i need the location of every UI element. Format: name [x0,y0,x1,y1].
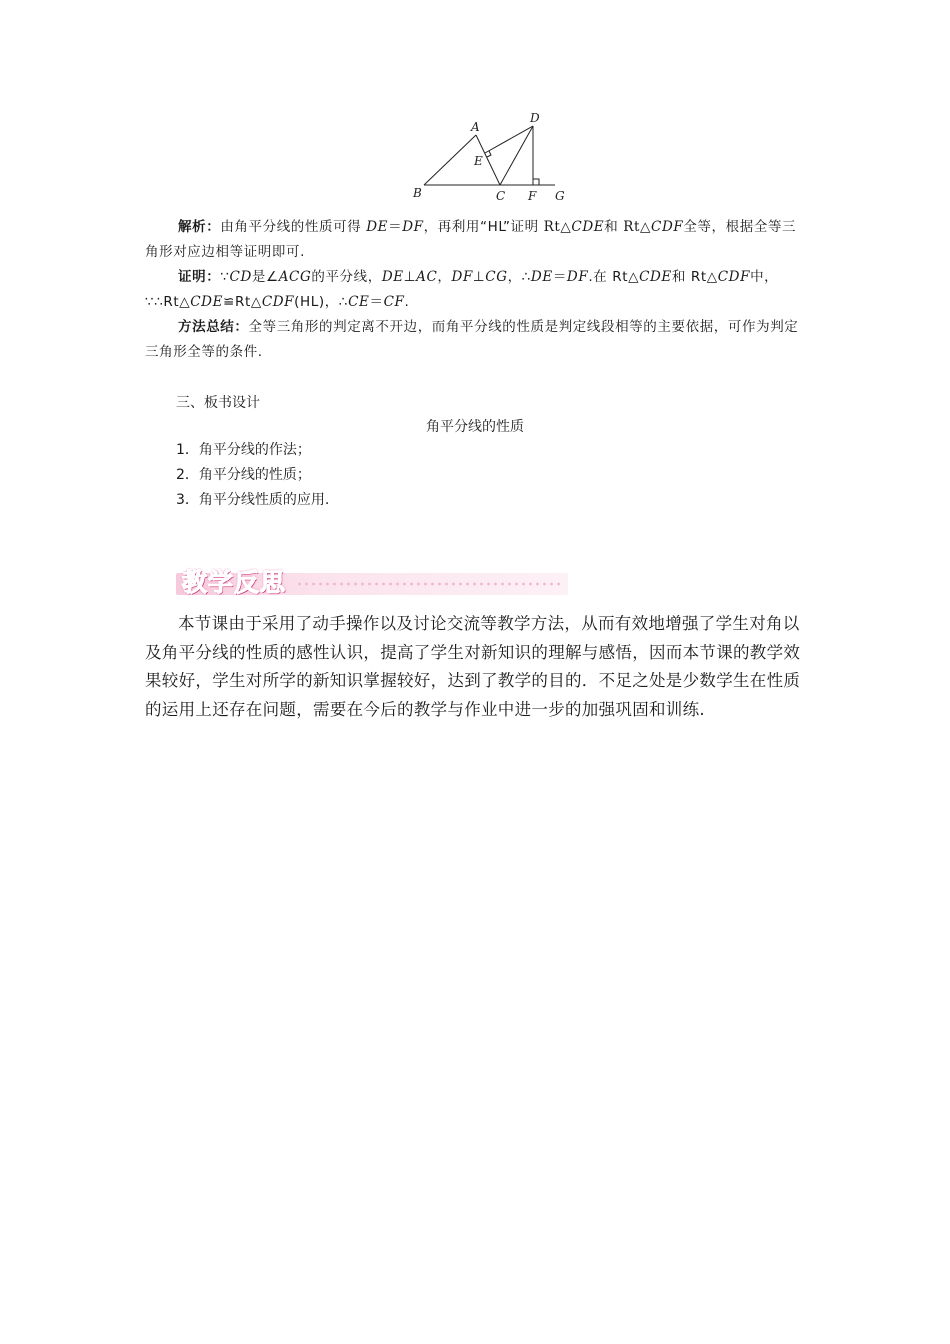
label-d: D [530,111,540,125]
section-heading: 三、板书设计 [176,395,260,411]
geometry-figure [410,108,580,208]
label-b: B [413,186,422,200]
triangle-diagram [410,108,580,208]
teaching-reflection-banner [176,563,568,597]
right-angle-mark-f [533,179,539,185]
summary-lead: 方法总结： [178,319,249,335]
board-title: 角平分线的性质 [426,419,524,435]
board-item: 2．角平分线的性质； [176,467,311,483]
segment-ab [424,135,476,185]
analysis-paragraph: 解析：由角平分线的性质可得 DE＝DF，再利用“HL”证明 Rt△CDE和 Rt△CDF全等，根据全等三角形对应边相等证明即可. [145,219,797,260]
banner-title: 教学反思 [182,568,287,597]
board-item: 1．角平分线的作法； [176,442,311,458]
reflection-paragraph: 本节课由于采用了动手操作以及讨论交流等教学方法，从而有效地增强了学生对角以及角平分线的性质的感性认识，提高了学生对新知识的理解与感悟，因而本节课的教学效果较好，学生对所学的新知识掌握较好，达到了教学的目的．不足之处是少数学生在性质的运用上还存在问题，需要在今后的教学与作业中进一步的加强巩固和训练. [145,614,801,719]
board-item: 3．角平分线性质的应用. [176,492,330,508]
label-g: G [555,189,565,203]
method-summary-paragraph [145,315,805,365]
label-e: E [474,154,483,168]
label-c: C [496,189,506,203]
proof-paragraph: 证明：∵CD是∠ACG的平分线，DE⊥AC，DF⊥CG，∴DE＝DF.在 Rt△CDE和 Rt△CDF中， [178,269,779,285]
proof-conclusion: ∵∴Rt△CDE≌Rt△CDF(HL)，∴CE＝CF. [145,294,410,310]
label-a: A [471,120,480,134]
summary-text: 全等三角形的判定离不开边，而角平分线的性质是判定线段相等的主要依据，可作为判定三角形全等的条件. [145,319,799,360]
label-f: F [528,189,537,203]
proof-lead: 证明： [178,269,221,285]
analysis-lead: 解析： [178,219,221,235]
banner-dots [296,582,561,586]
